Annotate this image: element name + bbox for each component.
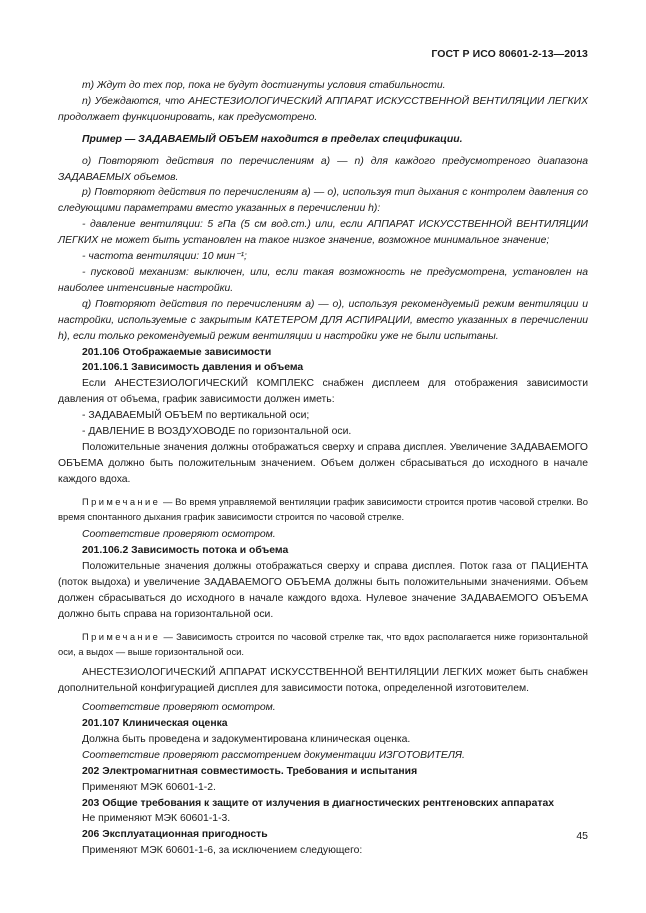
- list-item: - ДАВЛЕНИЕ В ВОЗДУХОВОДЕ по горизонтальной оси.: [82, 426, 352, 438]
- conformity-check: Соответствие проверяют осмотром.: [82, 529, 276, 541]
- note-text: — Во время управляемой вентиляции график зависимости строится против часовой стрелки. Во время спонтанного дыхания график зависимости строится по часовой стрелке.: [58, 495, 588, 522]
- paragraph: Применяют МЭК 60601-1-2.: [82, 781, 216, 793]
- section-heading: 201.106 Отображаемые зависимости: [82, 346, 272, 358]
- section-heading: 201.107 Клиническая оценка: [82, 718, 228, 729]
- paragraph: Положительные значения должны отображаться сверху и справа дисплея. Поток газа от ПАЦИЕНТА (поток выдоха) и увеличение ЗАДАВАЕМОГО ОБЪЕМА должны быть положительными значениями. Объем должен сбрасываться до исходного в начале каждого вдоха. Нулевое значение ЗАДАВАЕМОГО ОБЪЕМА должно быть справа на горизонтальной оси.: [58, 561, 588, 620]
- paragraph: Если АНЕСТЕЗИОЛОГИЧЕСКИЙ КОМПЛЕКС снабжен дисплеем для отображения зависимости давления от объема, график зависимости должен иметь:: [58, 378, 588, 406]
- paragraph: АНЕСТЕЗИОЛОГИЧЕСКИЙ АППАРАТ ИСКУССТВЕННОЙ ВЕНТИЛЯЦИИ ЛЕГКИХ может быть снабжен дополнительной конфигурацией дисплея для зависимости потока, определенной изготовителем.: [58, 667, 588, 695]
- paragraph: Не применяют МЭК 60601-1-3.: [82, 813, 231, 825]
- step-p-item: - пусковой механизм: выключен, или, если такая возможность не предусмотрена, установлен на наиболее интенсивные настройки.: [58, 266, 588, 294]
- paragraph: Применяют МЭК 60601-1-6, за исключением следующего:: [82, 845, 363, 857]
- step-p: р) Повторяют действия по перечислениям а) — о), используя тип дыхания с контролем давления со следующими параметрами вместо указанных в перечислении h):: [58, 187, 588, 215]
- step-p-item: - частота вентиляции: 10 мин⁻¹;: [82, 251, 247, 263]
- section-heading: 206 Эксплуатационная пригодность: [82, 829, 268, 841]
- section-heading: 202 Электромагнитная совместимость. Требования и испытания: [82, 765, 418, 777]
- standard-header: ГОСТ Р ИСО 80601-2-13—2013: [431, 48, 588, 60]
- step-m: m) Ждут до тех пор, пока не будут достигнуты условия стабильности.: [82, 80, 446, 91]
- list-item: - ЗАДАВАЕМЫЙ ОБЪЕМ по вертикальной оси;: [82, 410, 310, 422]
- note: [58, 629, 588, 660]
- step-q: q) Повторяют действия по перечислениям а) — о), используя рекомендуемый режим вентиляции и настройки, используемые с закрытым КАТЕТЕРОМ ДЛЯ АСПИРАЦИИ, вместо указанных в перечислении h), если только рекомендуемый режим вентиляции и настройки уже не были испытаны.: [58, 298, 588, 342]
- subsection-heading: 201.106.1 Зависимость давления и объема: [82, 362, 304, 374]
- section-heading: 203 Общие требования к защите от излучения в диагностических рентгеновских аппаратах: [82, 797, 555, 809]
- conformity-check: Соответствие проверяют осмотром.: [82, 702, 276, 714]
- subsection-heading: 201.106.2 Зависимость потока и объема: [82, 545, 289, 557]
- step-o: о) Повторяют действия по перечислениям а) — n) для каждого предусмотреного диапазона ЗАДАВАЕМЫХ объемов.: [58, 155, 588, 183]
- page-number: 45: [576, 830, 588, 842]
- note-text: — Зависимость строится по часовой стрелке так, что вдох располагается ниже горизонтальной оси, а выдох — выше горизонтальной оси.: [58, 630, 588, 657]
- step-p-item: - давление вентиляции: 5 гПа (5 см вод.ст.) или, если АППАРАТ ИСКУССТВЕННОЙ ВЕНТИЛЯЦИИ ЛЕГКИХ не может быть установлен на такое низкое значение, возможное минимальное значение;: [58, 219, 588, 247]
- note-label: Примечание: [82, 630, 161, 642]
- note-label: Примечание: [82, 495, 161, 507]
- step-n: n) Убеждаются, что АНЕСТЕЗИОЛОГИЧЕСКИЙ АППАРАТ ИСКУССТВЕННОЙ ВЕНТИЛЯЦИИ ЛЕГКИХ продолжает функционировать, как предусмотрено.: [58, 95, 588, 123]
- paragraph: Положительные значения должны отображаться сверху и справа дисплея. Увеличение ЗАДАВАЕМОГО ОБЪЕМА должно быть положительным значением. Объем должен сбрасываться до исходного в начале каждого вдоха.: [58, 441, 588, 485]
- example: Пример — ЗАДАВАЕМЫЙ ОБЪЕМ находится в пределах спецификации.: [82, 133, 463, 145]
- page-content: [58, 78, 588, 859]
- paragraph: Должна быть проведена и задокументирована клиническая оценка.: [82, 733, 411, 745]
- note: [58, 494, 588, 525]
- conformity-check: Соответствие проверяют рассмотрением документации ИЗГОТОВИТЕЛЯ.: [82, 749, 465, 761]
